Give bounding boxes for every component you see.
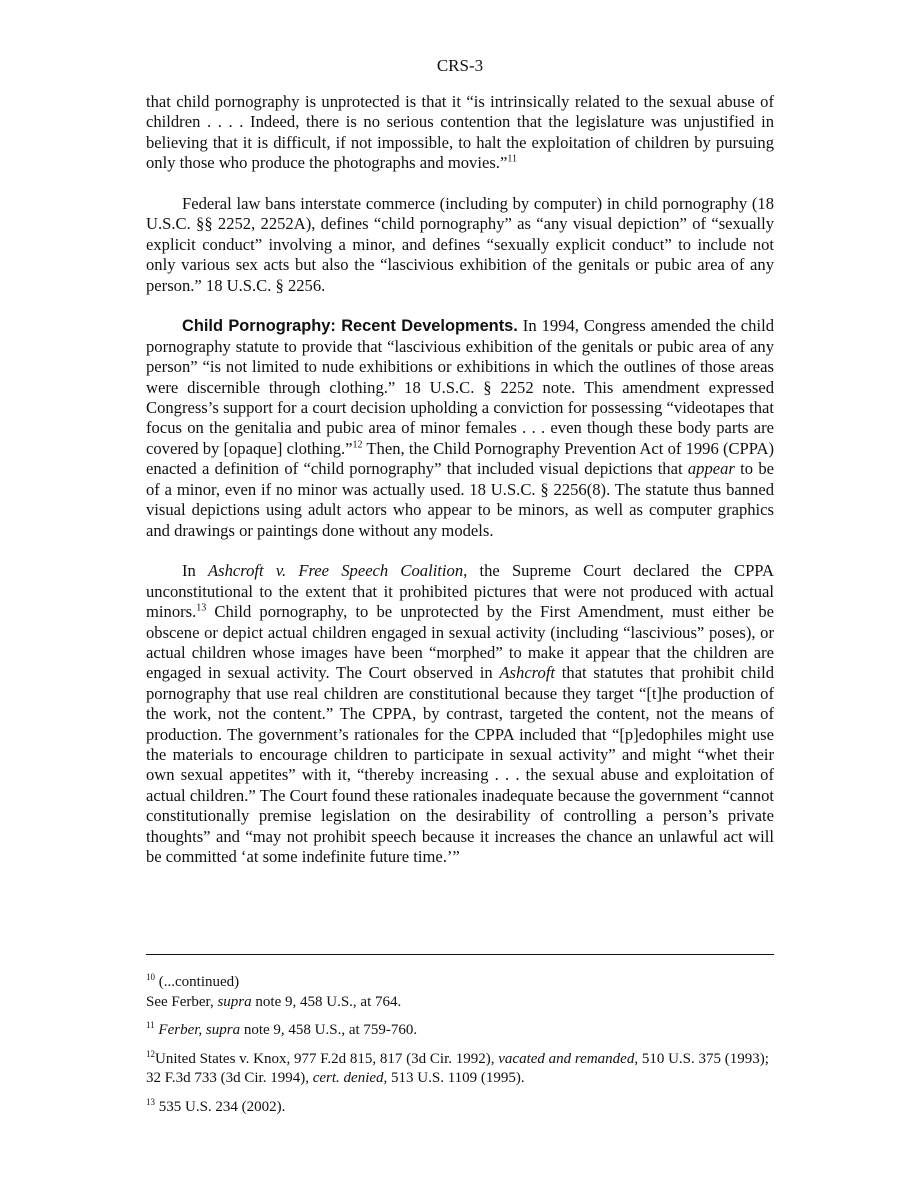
paragraph-recent-developments xyxy=(146,316,774,540)
footnote-13 xyxy=(146,1098,774,1118)
footnote-ref-12[interactable]: 12 xyxy=(352,439,363,451)
paragraph-ashcroft xyxy=(146,561,774,867)
footnote-number: 11 xyxy=(146,1020,155,1030)
paragraph-text: In xyxy=(182,561,209,581)
footnote-11 xyxy=(146,1021,774,1041)
paragraph-continued xyxy=(146,92,774,174)
footnote-divider xyxy=(146,954,774,955)
footnote-text: (...continued) xyxy=(155,974,240,990)
emphasis-text: appear xyxy=(687,459,735,479)
paragraph-text: that statutes that prohibit child pornography that use real children are constitutional because they target “[t]he production of the work, not the content.” The CPPA, by contrast, targeted the content, not the means of production. The government’s rationales for the CPPA included that “[p]edophiles might use the materials to encourage children to participate in sexual activity” and might “whet their own sexual appetites” with it, “thereby increasing . . . the sexual abuse and exploitation of actual children.” The Court found these rationales inadequate because the government “cannot constitutionally premise legislation on the desirability of controlling a person’s private thoughts” and “may not prohibit speech because it increases the chance an unlawful act will be committed ‘at some indefinite future time.’” xyxy=(146,663,774,866)
case-name: Ashcroft v. Free Speech Coalition xyxy=(208,561,464,581)
emphasis-text: cert. denied xyxy=(312,1070,384,1086)
footnote-text: note 9, 458 U.S., at 764. xyxy=(251,993,402,1010)
emphasis-text: vacated and remanded xyxy=(498,1050,635,1067)
footnote-text: , 510 U.S. 375 (1993); 32 F.3d 733 (3d Cir. 1994), xyxy=(146,1050,769,1086)
paragraph-federal-law xyxy=(146,194,774,296)
paragraph-text: Child pornography, to be unprotected by the First Amendment, must either be obscene or depict actual children engaged in sexual activity (including “lascivious” poses), or actual children whose images have been “morphed” to make it appear that the children are engaged in sexual activity. The Court observed in xyxy=(146,602,774,683)
footnote-text: 535 U.S. 234 (2002). xyxy=(158,1098,286,1115)
paragraph-text: Federal law bans interstate commerce (including by computer) in child pornography (18 U.S.C. §§ 2252, 2252A), defines “child pornography” as “any visual depiction” of “sexually explicit conduct” involving a minor, and defines “sexually explicit conduct” to include not only various sex acts but also the “lascivious exhibition of the genitals or pubic area of any person.” 18 U.S.C. § 2256. xyxy=(146,194,774,295)
footnote-ref-13[interactable]: 13 xyxy=(196,602,207,614)
emphasis-text: Ferber, supra xyxy=(158,1022,241,1038)
footnote-10 xyxy=(146,973,774,1012)
footnote-text: note 9, 458 U.S., at 759-760. xyxy=(240,1022,418,1038)
footnotes-section xyxy=(146,973,774,1126)
paragraph-text: Then, the Child Pornography Prevention Act of 1996 (CPPA) enacted a definition of “child pornography” that included visual depictions that xyxy=(146,438,774,479)
footnote-number: 12 xyxy=(146,1048,155,1059)
footnote-12 xyxy=(146,1050,774,1089)
paragraph-text: , the Supreme Court declared the CPPA unconstitutional to the extent that it prohibited pictures that were not produced with actual minors. xyxy=(146,561,774,622)
case-name: Ashcroft xyxy=(499,663,556,683)
page-number-header: CRS-3 xyxy=(436,56,484,75)
footnote-number: 13 xyxy=(146,1096,155,1107)
footnote-number: 10 xyxy=(146,972,155,982)
section-heading: Child Pornography: Recent Developments. xyxy=(182,317,518,336)
document-body xyxy=(146,92,774,888)
emphasis-text: supra xyxy=(217,993,252,1010)
footnote-line xyxy=(146,973,774,993)
paragraph-text: that child pornography is unprotected is that it “is intrinsically related to the sexual abuse of children . . . . Indeed, there is no serious contention that the legislature was unjustified in believing that it is difficult, if not impossible, to halt the exploitation of children by pursuing only those who produce the photographs and movies.” xyxy=(146,92,774,173)
paragraph-text: to be of a minor, even if no minor was actually used. 18 U.S.C. § 2256(8). The statute thus banned visual depictions using adult actors who appear to be minors, as well as computer graphics and drawings or paintings done without any models. xyxy=(146,459,774,540)
footnote-text: , 513 U.S. 1109 (1995). xyxy=(383,1070,525,1086)
footnote-text: United States v. Knox, 977 F.2d 815, 817 (3d Cir. 1992), xyxy=(155,1050,499,1067)
footnote-line xyxy=(146,993,774,1013)
footnote-text: See Ferber, xyxy=(146,993,218,1010)
footnote-ref-11[interactable]: 11 xyxy=(507,153,517,165)
paragraph-text: In 1994, Congress amended the child pornography statute to provide that “lascivious exhibition of the genitals or pubic area of any person” “is not limited to nude exhibitions or exhibitions in which the outlines of those areas were discernible through clothing.” 18 U.S.C. § 2252 note. This amendment expressed Congress’s support for a court decision upholding a conviction for possessing “videotapes that focus on the genitalia and pubic area of minor females . . . even though these body parts are covered by [opaque] clothing.” xyxy=(146,316,774,458)
